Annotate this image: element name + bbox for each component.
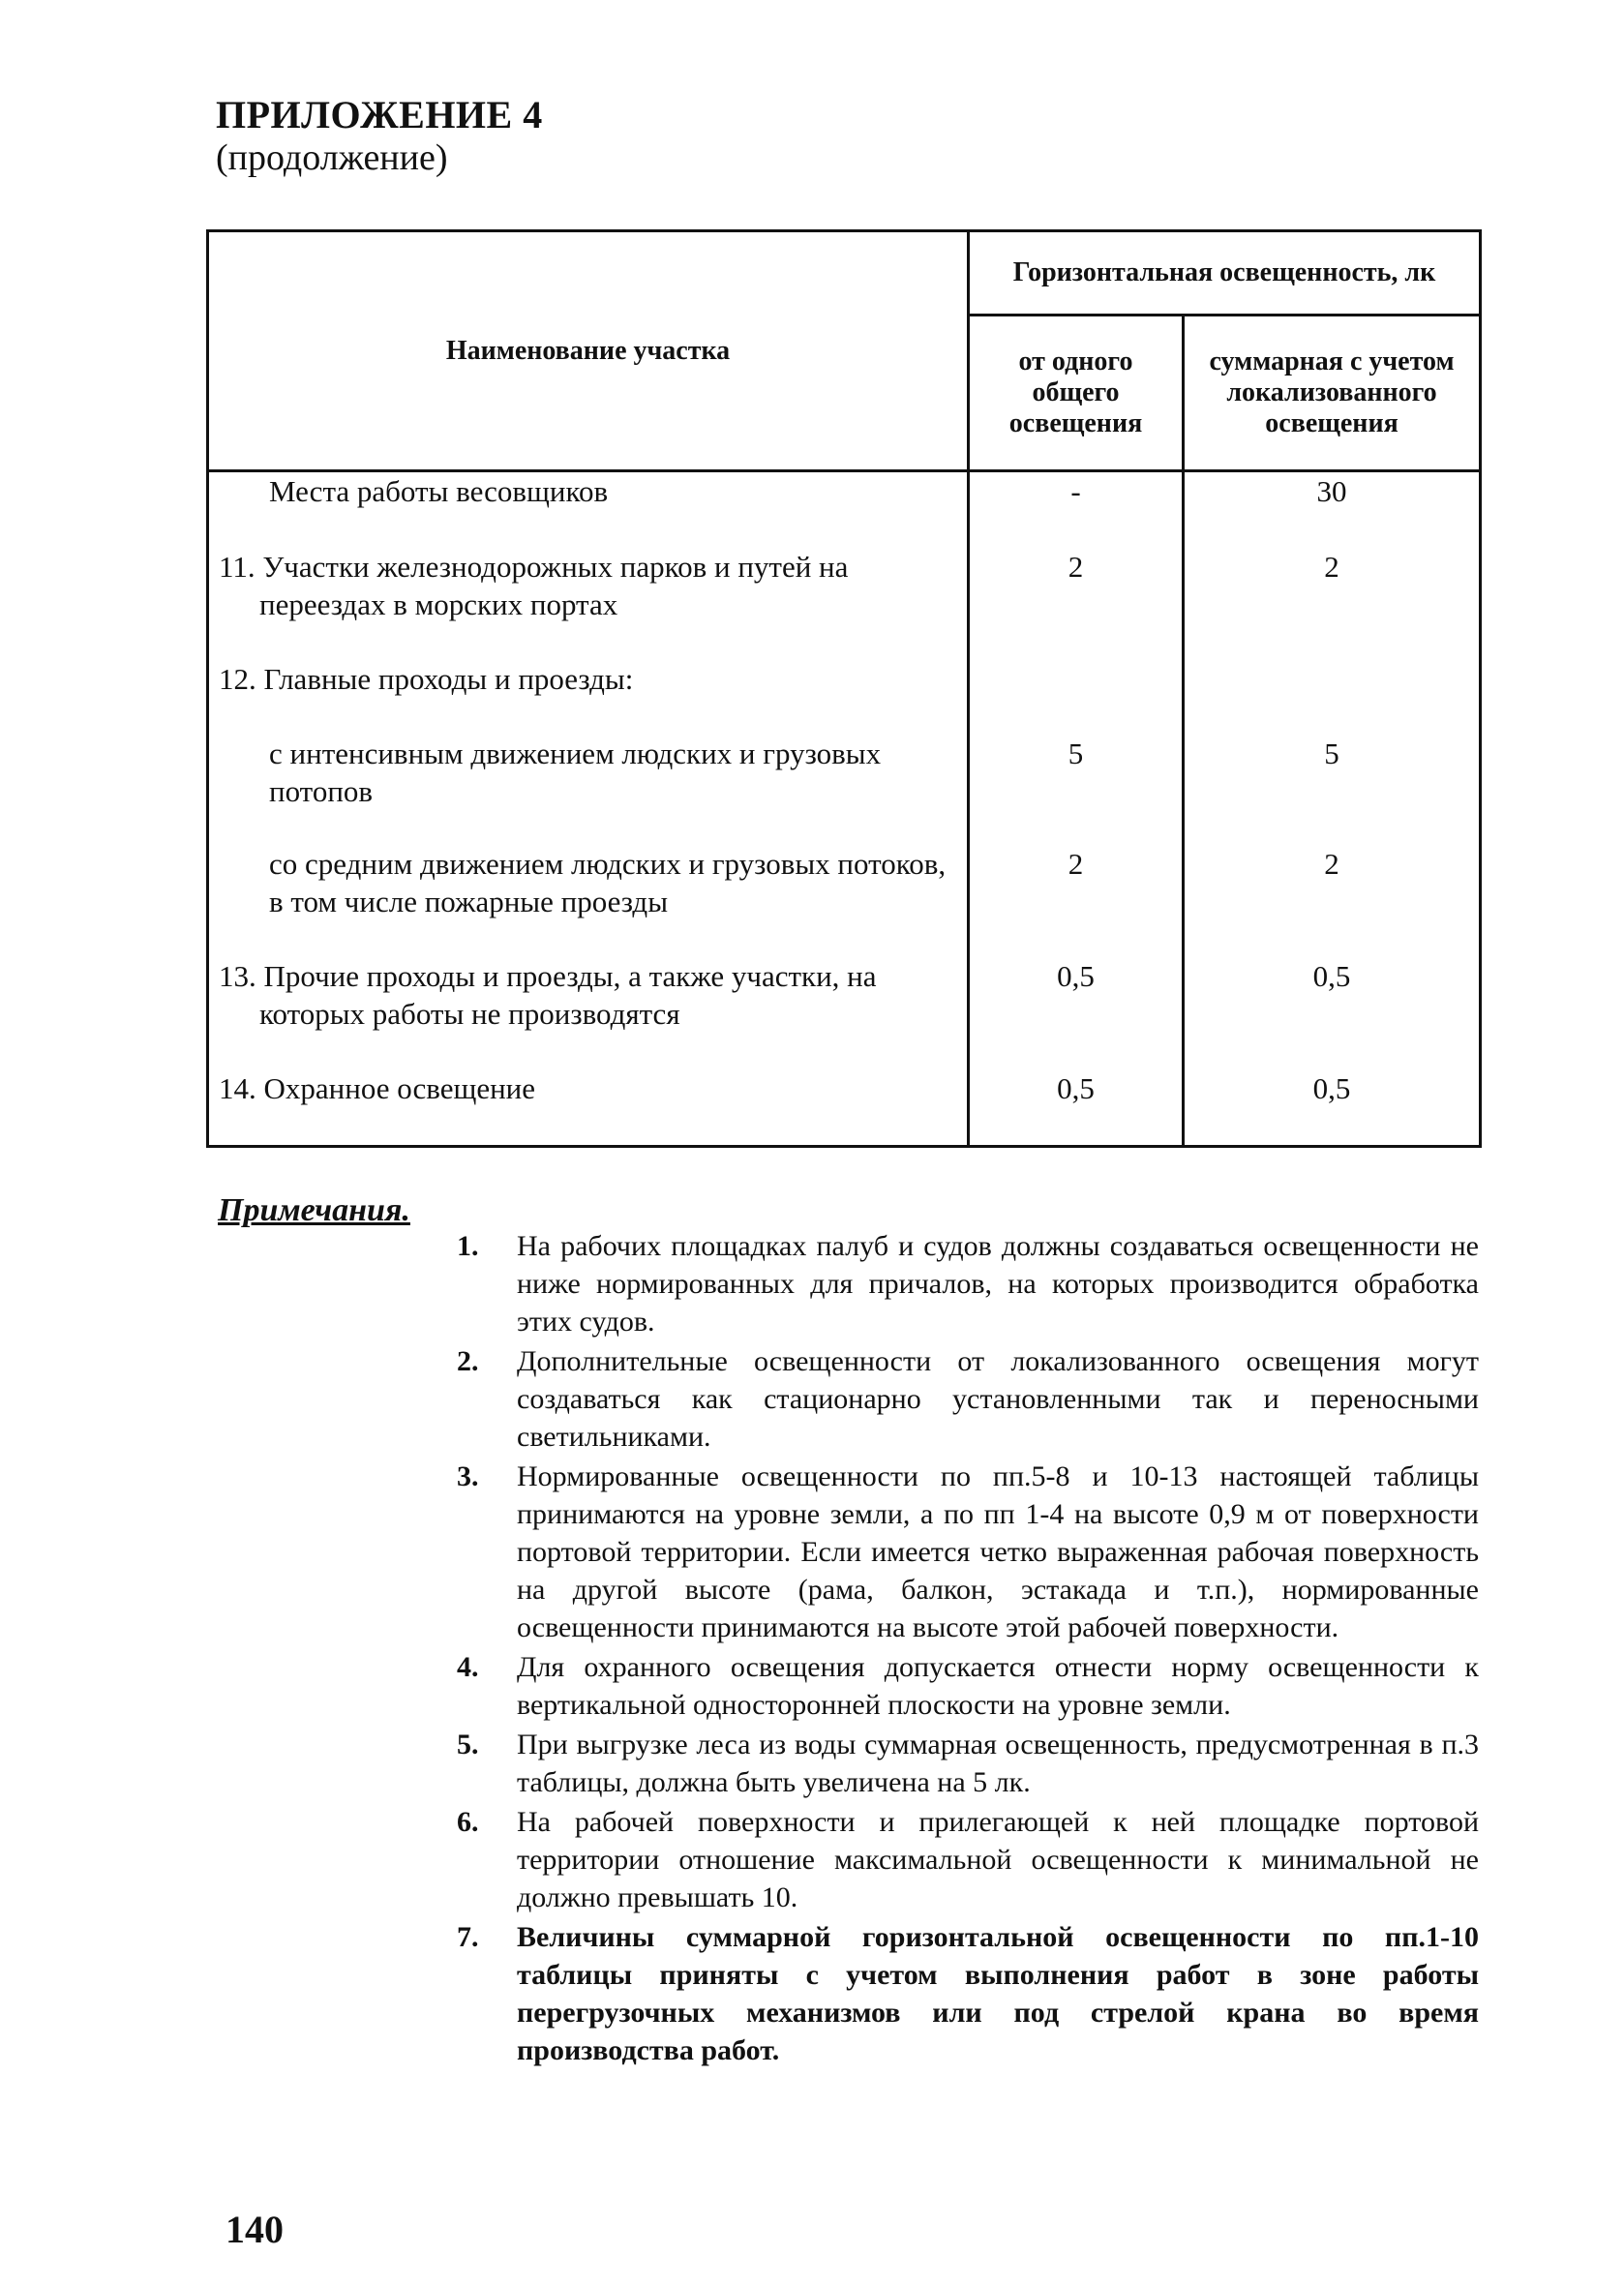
note-number: 1.	[457, 1230, 479, 1262]
row-total-value: 2	[1184, 845, 1481, 957]
column-header-horizontal-illumination: Горизонтальная освещенность, лк	[969, 231, 1481, 316]
list-item	[455, 1726, 1479, 1801]
row-general-value: 0,5	[969, 1069, 1184, 1147]
note-text: Дополнительные освещенности от локализованного освещения могут создаваться как стационарно установленными так и переносными светильниками.	[517, 1345, 1479, 1453]
row-general-value: 2	[969, 845, 1184, 957]
list-item	[455, 1918, 1479, 2069]
note-text: Величины суммарной горизонтальной освещенности по пп.1-10 таблицы приняты с учетом выполнения работ в зоне работы перегрузочных механизмов или под стрелой крана во время производства работ.	[517, 1921, 1479, 2066]
row-general-value: -	[969, 471, 1184, 549]
note-text: На рабочей поверхности и прилегающей к ней площадке портовой территории отношение максимальной освещенности к минимальной не должно превышать 10.	[517, 1806, 1479, 1913]
notes-list	[455, 1227, 1479, 2071]
list-item	[455, 1227, 1479, 1340]
note-number: 7.	[457, 1921, 479, 1953]
illumination-norms-table	[206, 229, 1482, 1148]
row-general-value: 0,5	[969, 957, 1184, 1069]
note-text: На рабочих площадках палуб и судов должны создаваться освещенности не ниже нормированных для причалов, на которых производится обработка этих судов.	[517, 1230, 1479, 1338]
table-row	[208, 735, 1481, 845]
row-general-value: 5	[969, 735, 1184, 845]
row-name: Места работы весовщиков	[208, 471, 969, 549]
list-item	[455, 1342, 1479, 1456]
table-row	[208, 1069, 1481, 1147]
column-header-total-lighting: суммарная с учетом локализованного освещения	[1184, 316, 1481, 471]
page-heading	[216, 93, 543, 180]
table-row	[208, 471, 1481, 549]
row-total-value: 30	[1184, 471, 1481, 549]
row-total-value: 2	[1184, 548, 1481, 660]
row-general-value	[969, 660, 1184, 735]
list-item	[455, 1803, 1479, 1916]
column-header-area-name: Наименование участка	[208, 231, 969, 471]
row-name: 13. Прочие проходы и проезды, а также участки, на которых работы не производятся	[219, 959, 877, 1031]
table-row	[208, 957, 1481, 1069]
table-row	[208, 548, 1481, 660]
appendix-title: ПРИЛОЖЕНИЕ 4	[216, 93, 543, 136]
column-header-general-lighting: от одного общего освещения	[969, 316, 1184, 471]
note-text: Для охранного освещения допускается отнести норму освещенности к вертикальной односторонней плоскости на уровне земли.	[517, 1651, 1479, 1721]
row-name: 14. Охранное освещение	[208, 1069, 969, 1147]
row-total-value	[1184, 660, 1481, 735]
list-item	[455, 1458, 1479, 1646]
row-name: 11. Участки железнодорожных парков и путей на переездах в морских портах	[219, 550, 849, 621]
row-name: с интенсивным движением людских и грузовых потопов	[208, 735, 969, 845]
appendix-subtitle: (продолжение)	[216, 137, 448, 178]
note-number: 3.	[457, 1460, 479, 1492]
page-number: 140	[226, 2208, 284, 2251]
row-general-value: 2	[969, 548, 1184, 660]
table-row	[208, 660, 1481, 735]
row-name: со средним движением людских и грузовых потоков, в том числе пожарные проезды	[208, 845, 969, 957]
note-number: 2.	[457, 1345, 479, 1377]
row-total-value: 0,5	[1184, 957, 1481, 1069]
note-number: 6.	[457, 1806, 479, 1838]
note-text: При выгрузке леса из воды суммарная освещенность, предусмотренная в п.3 таблицы, должна быть увеличена на 5 лк.	[517, 1729, 1479, 1798]
note-number: 5.	[457, 1729, 479, 1760]
note-number: 4.	[457, 1651, 479, 1683]
row-total-value: 5	[1184, 735, 1481, 845]
row-name: 12. Главные проходы и проезды:	[208, 660, 969, 735]
list-item	[455, 1648, 1479, 1724]
note-text: Нормированные освещенности по пп.5-8 и 10-13 настоящей таблицы принимаются на уровне земли, а по пп 1-4 на высоте 0,9 м от поверхности портовой территории. Если имеется четко выраженная рабочая поверхность на другой высоте (рама, балкон, эстакада и т.п.), нормированные освещенности принимаются на высоте этой рабочей поверхности.	[517, 1460, 1479, 1643]
table-row	[208, 845, 1481, 957]
notes-title: Примечания.	[218, 1192, 410, 1228]
row-total-value: 0,5	[1184, 1069, 1481, 1147]
